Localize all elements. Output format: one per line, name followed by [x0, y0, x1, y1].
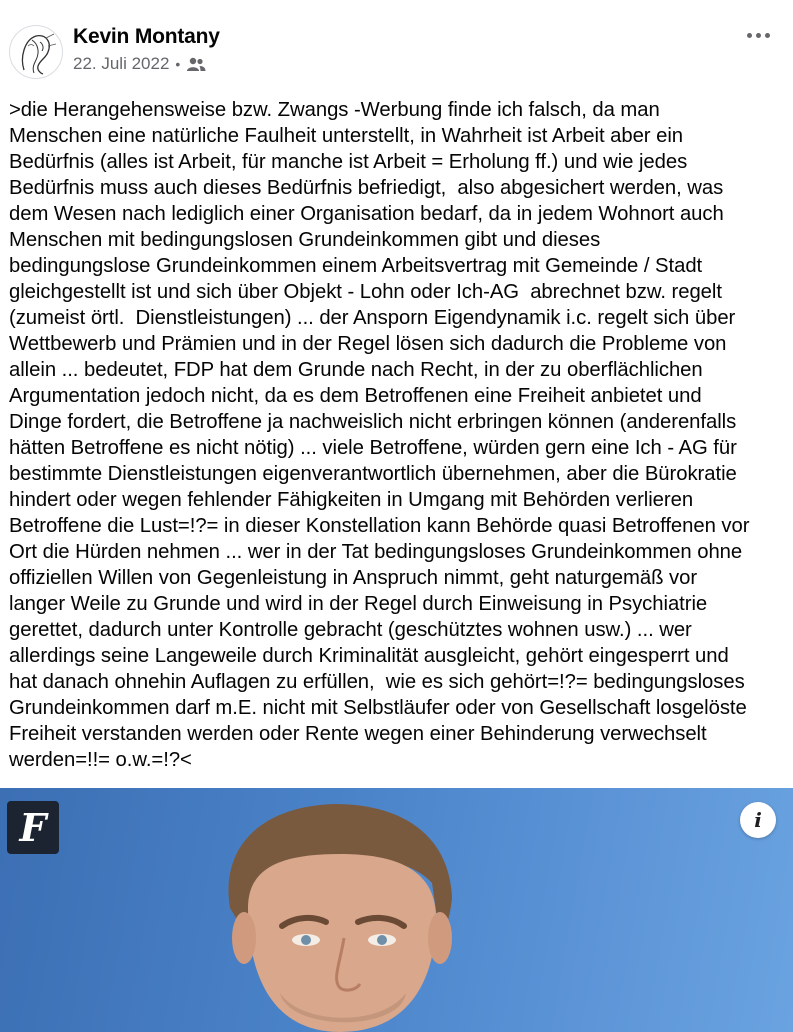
avatar[interactable] [9, 25, 63, 79]
meta-separator: • [175, 56, 181, 72]
more-horizontal-icon [747, 33, 752, 38]
info-button[interactable] [740, 802, 776, 838]
post-date[interactable]: 22. Juli 2022 [73, 54, 170, 73]
post-header [0, 0, 793, 92]
brand-logo[interactable]: F [7, 801, 59, 854]
link-preview-image[interactable] [0, 788, 793, 1032]
friends-icon[interactable] [186, 56, 206, 72]
author-name[interactable]: Kevin Montany [73, 25, 220, 48]
info-icon: i [754, 808, 762, 832]
post-meta [73, 54, 206, 74]
avatar-sketch-icon [10, 26, 62, 78]
person-photo [200, 788, 490, 1032]
post-text: >die Herangehensweise bzw. Zwangs -Werbung finde ich falsch, da man Menschen eine natürliche Faulheit unterstellt, in Wahrheit ist Arbeit aber ein Bedürfnis (alles ist Arbeit, für manche ist Arbeit = Erholung ff.) und wie jedes Bedürfnis muss auch dieses Bedürfnis befriedigt, also abgesichert werden, was dem Wesen nach lediglich einer Organisation bedarf, da in jedem Wohnort auch Menschen mit bedingungslosen Grundeinkommen gibt und dieses bedingungslose Grundeinkommen einem Arbeitsvertrag mit Gemeinde / Stadt gleichgestellt ist und sich über Objekt - Lohn oder Ich-AG abrechnet bzw. regelt (zumeist örtl. Dienstleistungen) ... der Ansporn Eigendynamik i.c. regelt sich über Wettbewerb und Prämien und in der Regel lösen sich dadurch die Probleme von allein ... bedeutet, FDP hat dem Grunde nach Recht, in der zu oberflächlichen Argumentation jedoch nicht, da es dem Betroffenen eine Freiheit anbietet und Dinge fordert, die Betroffene ja nachweislich nicht erbringen können (anderenfalls hätten Betroffene es nicht nötig) ... viele Betroffene, würden gern eine Ich - AG für bestimmte Dienstleistungen eigenverantwortlich übernehmen, aber die Bürokratie hindert oder wegen fehlender Fähigkeiten in Umgang mit Behörden verlieren Betroffene die Lust=!?= in dieser Konstellation kann Behörde quasi Betroffenen vor Ort die Hürden nehmen ... wer in der Tat bedingungsloses Grundeinkommen ohne offiziellen Willen von Gegenleistung in Anspruch nimmt, geht naturgemäß vor langer Weile zu Grunde und wird in der Regel durch Einweisung in Psychiatrie gerettet, dadurch unter Kontrolle gebracht (geschütztes wohnen usw.) ... wer allerdings seine Langeweile durch Kriminalität ausgleicht, gehört eingesperrt und hat danach ohnehin Auflagen zu erfüllen, wie es sich gehört=!?= bedingungsloses Grundeinkommen darf m.E. nicht mit Selbstläufer oder von Gesellschaft losgelöste Freiheit verstanden werden oder Rente wegen einer Behinderung verwechselt werden=!!= o.w.=!?< [9, 99, 750, 771]
more-options-button[interactable] [740, 20, 776, 50]
